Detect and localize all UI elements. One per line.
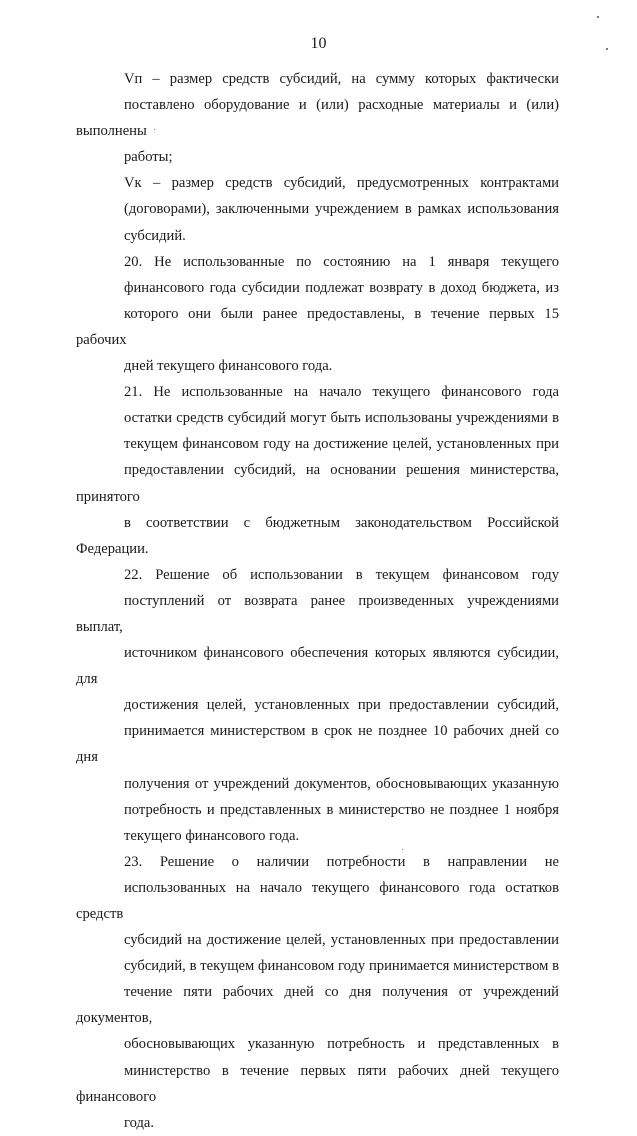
text-line: дней текущего финансового года. <box>124 358 333 375</box>
text-line: текущем финансовом году на достижение целей, установленных при <box>124 436 559 453</box>
text-line: финансового года субсидии подлежат возврату в доход бюджета, из <box>124 279 559 296</box>
paragraph-22 <box>76 562 559 849</box>
paragraph-23 <box>76 849 559 1136</box>
text-line: потребность и представленных в министерство не позднее 1 ноября <box>124 801 559 818</box>
paragraph-vp-definition <box>76 66 559 170</box>
document-body <box>76 66 559 1136</box>
text-line: источником финансового обеспечения которых являются субсидии, для <box>76 645 559 688</box>
text-line: течение пяти рабочих дней со дня получения от учреждений документов, <box>76 984 559 1027</box>
text-line: в соответствии с бюджетным законодательством Российской Федерации. <box>76 514 559 557</box>
text-line: 21. Не использованные на начало текущего финансового года <box>124 384 559 401</box>
text-line: остатки средств субсидий могут быть использованы учреждениями в <box>124 410 559 427</box>
text-line: получения от учреждений документов, обосновывающих указанную <box>124 775 559 792</box>
text-line: Vк – размер средств субсидий, предусмотренных контрактами <box>124 175 559 192</box>
text-line: поставлено оборудование и (или) расходные материалы и (или) выполнены <box>76 97 559 140</box>
text-line: текущего финансового года. <box>124 827 300 844</box>
paragraph-20 <box>76 249 559 379</box>
text-line: поступлений от возврата ранее произведенных учреждениями выплат, <box>76 592 559 635</box>
text-line: Vп – размер средств субсидий, на сумму которых фактически <box>124 71 559 87</box>
text-line: министерство в течение первых пяти рабочих дней текущего финансового <box>76 1062 559 1105</box>
text-line: (договорами), заключенными учреждением в рамках использования <box>124 201 559 218</box>
page-number: 10 <box>310 35 327 52</box>
text-line: 20. Не использованные по состоянию на 1 января текущего <box>124 253 559 270</box>
text-line: обосновывающих указанную потребность и представленных в <box>124 1036 559 1053</box>
text-line: предоставлении субсидий, на основании решения министерства, принятого <box>76 462 559 505</box>
scan-speck <box>402 849 403 850</box>
text-line: субсидий, в текущем финансовом году принимается министерством в <box>124 958 559 975</box>
scan-speck <box>154 129 155 130</box>
text-line: принимается министерством в срок не позднее 10 рабочих дней со дня <box>76 723 559 766</box>
paragraph-vk-definition <box>76 170 559 248</box>
text-line: достижения целей, установленных при предоставлении субсидий, <box>124 697 559 714</box>
text-line: 23. Решение о наличии потребности в направлении не <box>124 853 559 870</box>
text-line: субсидий на достижение целей, установленных при предоставлении <box>124 932 559 949</box>
text-line: использованных на начало текущего финансового года остатков средств <box>76 879 559 922</box>
paragraph-21 <box>76 379 559 562</box>
scan-speck <box>606 48 608 50</box>
text-line: года. <box>124 1114 155 1131</box>
text-line: работы; <box>124 149 173 166</box>
text-line: 22. Решение об использовании в текущем финансовом году <box>124 566 559 583</box>
text-line: субсидий. <box>124 227 186 244</box>
scan-speck <box>597 16 599 18</box>
text-line: которого они были ранее предоставлены, в течение первых 15 рабочих <box>76 305 559 348</box>
